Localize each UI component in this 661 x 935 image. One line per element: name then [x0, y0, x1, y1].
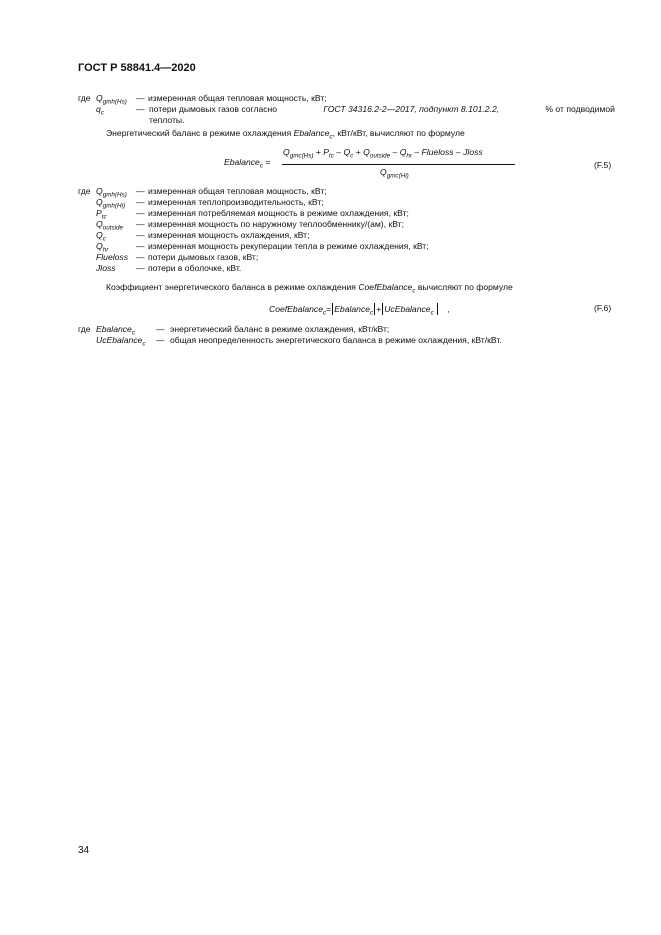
definition: измеренная общая тепловая мощность, кВт; [148, 186, 327, 196]
formula-number: (F.5) [594, 160, 612, 170]
numerator-term: $P_{tc}$ [323, 147, 334, 160]
formula-number: (F.6) [594, 303, 612, 313]
dash: — [136, 104, 145, 114]
symbol: $Q_{outside}$ [96, 219, 123, 232]
dash: — [136, 197, 145, 207]
symbol: $q_c$ [96, 104, 104, 117]
dash: — [136, 230, 145, 240]
dash: — [136, 93, 145, 103]
document-header: ГОСТ Р 58841.4—2020 [78, 62, 196, 74]
numerator-term: + [353, 147, 364, 157]
formula-f6: CoefEbalance$_c$= Ebalance$_c$ + UcEbalance$_c$ , [269, 304, 450, 317]
numerator-term: – [333, 147, 344, 157]
dash: — [156, 324, 165, 334]
dash: — [136, 263, 145, 273]
symbol: $Q_{hr}$ [96, 241, 109, 254]
dash: — [136, 208, 145, 218]
definition: общая неопределенность энергетического баланса в режиме охлаждения, кВт/кВт. [170, 335, 502, 345]
numerator-term: – [453, 147, 464, 157]
definition: измеренная мощность рекуперации тепла в режиме охлаждения, кВт; [148, 241, 429, 251]
definition: энергетический баланс в режиме охлаждения, кВт/кВт; [170, 324, 390, 334]
where-label: где [78, 186, 91, 196]
definition: потери дымовых газов согласно ГОСТ 34316.2-2—2017, подпункт 8.101.2.2, % от подводимой [149, 104, 615, 114]
formula-numerator [283, 147, 483, 160]
numerator-term: $Q_{hr}$ [399, 147, 412, 160]
numerator-term: $Q_{gmc(Hs)}$ [283, 147, 314, 160]
numerator-term: Flueloss [421, 147, 454, 157]
definition-continuation: теплоты. [149, 115, 185, 125]
fraction-line [282, 164, 515, 165]
where-label: где [78, 93, 91, 103]
formula-denominator: $Q_{gmc(Hi)}$ [380, 167, 409, 180]
where-label: где [78, 324, 91, 334]
dash: — [136, 219, 145, 229]
symbol: Jloss [96, 263, 116, 273]
symbol: Ebalance$_c$ [96, 324, 135, 337]
definition: измеренная потребляемая мощность в режиме охлаждения, кВт; [148, 208, 409, 218]
definition: измеренная общая тепловая мощность, кВт; [148, 93, 327, 103]
dash: — [136, 186, 145, 196]
numerator-term: – [411, 147, 422, 157]
definition: потери в оболочке, кВт. [148, 263, 242, 273]
symbol: $Q_{gmh(Hi)}$ [96, 197, 126, 210]
symbol: UcEbalance$_c$ [96, 335, 146, 348]
paragraph: Коэффициент энергетического баланса в режиме охлаждения CoefEbalance$_c$ вычисляют по формуле [106, 282, 513, 295]
numerator-term: + [313, 147, 324, 157]
definition: измеренная мощность охлаждения, кВт; [148, 230, 310, 240]
definition: потери дымовых газов, кВт; [148, 252, 259, 262]
numerator-term: – [390, 147, 400, 157]
definition: измеренная мощность по наружному теплообменнику/(ам), кВт; [148, 219, 404, 229]
symbol: $Q_c$ [96, 230, 106, 243]
paragraph: Энергетический баланс в режиме охлаждения Ebalance$_c$, кВт/кВт, вычисляют по формуле [106, 128, 465, 141]
formula-lhs: Ebalance$_c$ = [224, 157, 271, 170]
numerator-term: $Q_{outside}$ [363, 147, 391, 160]
definition: измеренная теплопроизводительность, кВт; [148, 197, 324, 207]
dash: — [136, 252, 145, 262]
symbol: Flueloss [96, 252, 128, 262]
page-number: 34 [78, 845, 90, 856]
numerator-term: $Q_c$ [343, 147, 354, 160]
symbol: $P_{tc}$ [96, 208, 107, 221]
symbol: $Q_{gmh(Hs)}$ [96, 186, 127, 199]
numerator-term: Jloss [463, 147, 483, 157]
dash: — [136, 241, 145, 251]
dash: — [156, 335, 165, 345]
symbol: $Q_{gmh(Hs)}$ [96, 93, 127, 106]
